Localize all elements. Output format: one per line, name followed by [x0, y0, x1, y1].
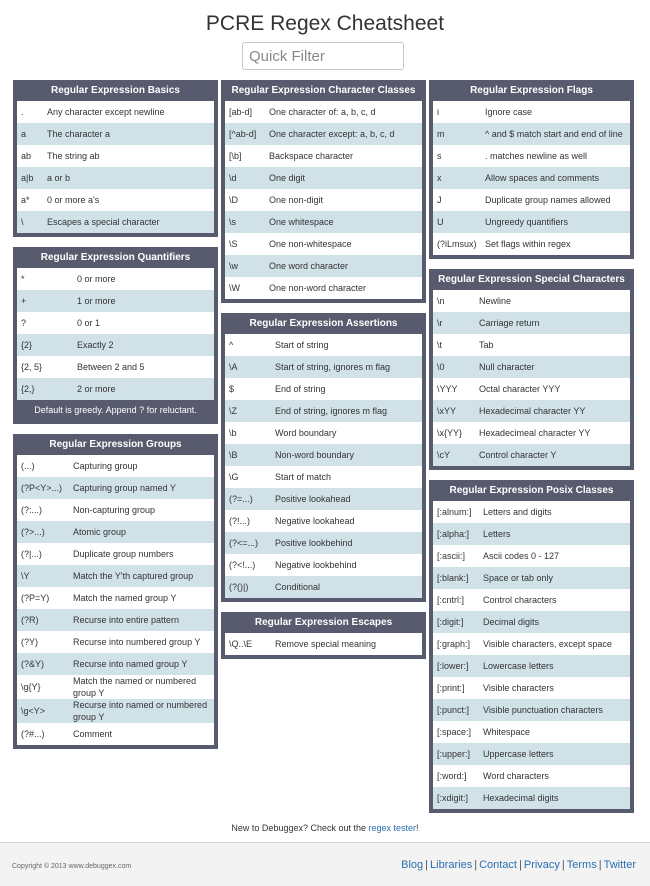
cheatsheet-row: [17, 455, 214, 477]
token-description: Carriage return: [479, 318, 540, 328]
token-description: Control characters: [483, 595, 557, 605]
cheatsheet-row: [17, 123, 214, 145]
token-description: End of string, ignores m flag: [275, 406, 388, 416]
panel-title: Regular Expression Assertions: [249, 318, 398, 329]
panel-rows: [433, 501, 630, 809]
regex-token: \t: [437, 340, 443, 350]
cheatsheet-row: [433, 444, 630, 466]
token-description: Visible characters, except space: [483, 639, 612, 649]
regex-token: *: [21, 274, 25, 284]
token-description: Lowercase letters: [483, 661, 554, 671]
token-description: Set flags within regex: [485, 239, 571, 249]
panel-rows: [225, 101, 422, 299]
token-description: The character a: [47, 129, 111, 139]
token-description: Octal character YYY: [479, 384, 561, 394]
cheatsheet-row: [225, 233, 422, 255]
token-description: Atomic group: [73, 527, 127, 537]
cheatsheet-row: [17, 268, 214, 290]
regex-token: \s: [229, 217, 237, 227]
regex-token: \B: [229, 450, 238, 460]
token-description: Word boundary: [275, 428, 337, 438]
regex-token: (?|...): [21, 549, 42, 559]
cheatsheet-row: [17, 334, 214, 356]
cheatsheet-row: [225, 422, 422, 444]
token-description: Whitespace: [483, 727, 531, 737]
regex-token: U: [437, 217, 444, 227]
regex-token: (?:...): [21, 505, 43, 515]
token-description: End of string: [275, 384, 326, 394]
regex-token: {2}: [21, 340, 33, 350]
token-description: One non-word character: [269, 283, 367, 293]
regex-token: $: [229, 384, 235, 394]
panel-rows: [225, 334, 422, 598]
token-description: Start of string: [275, 340, 329, 350]
token-description: Match the named or numbered group Y: [73, 676, 197, 698]
cheatsheet-row: [433, 655, 630, 677]
cheatsheet-row: [433, 765, 630, 787]
footer-link-contact[interactable]: Contact: [479, 859, 517, 871]
token-description: Positive lookahead: [275, 494, 351, 504]
regex-token: (?!...): [229, 516, 251, 526]
token-description: Hexadecimal digits: [483, 793, 559, 803]
column-3: [429, 80, 634, 823]
cheatsheet-row: [17, 101, 214, 123]
cheatsheet-row: [225, 123, 422, 145]
regex-token: [:print:]: [437, 683, 465, 693]
token-description: Tab: [479, 340, 494, 350]
cheatsheet-row: [225, 101, 422, 123]
regex-token: +: [21, 296, 27, 306]
column-1: [13, 80, 218, 759]
cheatsheet-row: [17, 211, 214, 233]
token-description: a or b: [47, 173, 71, 183]
regex-token: [ab-d]: [229, 107, 253, 117]
regex-token: [:space:]: [437, 727, 472, 737]
cheatsheet-row: [433, 189, 630, 211]
regex-token: \cY: [437, 450, 451, 460]
regex-token: a|b: [21, 173, 34, 183]
regex-token: \A: [229, 362, 238, 372]
cheatsheet-row: [225, 334, 422, 356]
token-description: One character of: a, b, c, d: [269, 107, 376, 117]
token-description: Decimal digits: [483, 617, 540, 627]
cheatsheet-row: [225, 488, 422, 510]
regex-token: (?R): [21, 615, 39, 625]
token-description: One whitespace: [269, 217, 334, 227]
column-2: [221, 80, 426, 669]
panel-title: Regular Expression Flags: [470, 85, 593, 96]
regex-token: \Q..\E: [229, 639, 253, 649]
regex-token: [:alpha:]: [437, 529, 470, 539]
regex-token: (?<!...): [229, 560, 256, 570]
quick-filter-input[interactable]: [242, 42, 404, 70]
cheatsheet-row: [225, 466, 422, 488]
token-description: Capturing group named Y: [73, 483, 176, 493]
token-description: Hexadecimeal character YY: [479, 428, 591, 438]
token-description: Capturing group: [73, 461, 138, 471]
regex-token: \G: [229, 472, 239, 482]
panel-rows: [433, 290, 630, 466]
cheatsheet-row: [433, 167, 630, 189]
cheatsheet-row: [225, 255, 422, 277]
token-description: Escapes a special character: [47, 217, 160, 227]
cheatsheet-row: [433, 378, 630, 400]
regex-token: (?>...): [21, 527, 45, 537]
panel-note: Default is greedy. Append ? for reluctant.: [34, 405, 197, 415]
panel-title: Regular Expression Posix Classes: [449, 485, 614, 496]
regex-token: \x{YY}: [437, 428, 463, 438]
cheatsheet-row: [433, 501, 630, 523]
token-description: Negative lookbehind: [275, 560, 357, 570]
token-description: Start of string, ignores m flag: [275, 362, 391, 372]
cheatsheet-row: [433, 633, 630, 655]
cheatsheet-row: [433, 290, 630, 312]
footer-link-privacy[interactable]: Privacy: [523, 859, 560, 871]
cheatsheet-row: [225, 167, 422, 189]
token-description: One non-whitespace: [269, 239, 352, 249]
regex-token: \g<Y>: [21, 706, 46, 716]
cheatsheet-row: [433, 356, 630, 378]
regex-token: ab: [21, 151, 32, 161]
cheatsheet-row: [225, 444, 422, 466]
token-description: Ungreedy quantifiers: [485, 217, 569, 227]
regex-token: [\b]: [229, 151, 242, 161]
cheatsheet-row: [17, 609, 214, 631]
cheatsheet-row: [433, 699, 630, 721]
cheatsheet-row: [225, 554, 422, 576]
footer-link-libraries[interactable]: Libraries: [430, 859, 473, 871]
cheatsheet-panel: [221, 313, 426, 602]
token-description: Ascii codes 0 - 127: [483, 551, 560, 561]
cheatsheet-row: [433, 787, 630, 809]
regex-token: \0: [437, 362, 445, 372]
token-description: Recurse into named or numbered group Y: [73, 700, 208, 722]
cheatsheet-row: [17, 145, 214, 167]
regex-token: i: [437, 107, 439, 117]
cheatsheet-row: [433, 677, 630, 699]
panel-title: Regular Expression Basics: [51, 85, 180, 96]
cheatsheet-row: [17, 653, 214, 675]
token-description: Recurse into numbered group Y: [73, 637, 201, 647]
cheatsheet-row: [433, 211, 630, 233]
token-description: Letters: [483, 529, 511, 539]
cheatsheet-row: [225, 532, 422, 554]
regex-token: \xYY: [437, 406, 457, 416]
regex-token: (?&Y): [21, 659, 45, 669]
panel-rows: [17, 268, 214, 400]
token-description: Duplicate group names allowed: [485, 195, 611, 205]
token-description: One non-digit: [269, 195, 324, 205]
regex-token: [:alnum:]: [437, 507, 472, 517]
panel-title: Regular Expression Special Characters: [438, 274, 625, 285]
cheatsheet-row: [433, 422, 630, 444]
regex-tester-link[interactable]: regex tester: [368, 823, 417, 833]
cheatsheet-row: [17, 587, 214, 609]
panel-title: Regular Expression Quantifiers: [40, 252, 191, 263]
token-description: Non-word boundary: [275, 450, 355, 460]
token-description: ^ and $ match start and end of line: [485, 129, 623, 139]
cheatsheet-row: [225, 145, 422, 167]
cheatsheet-panel: [221, 80, 426, 303]
regex-token: \YYY: [437, 384, 458, 394]
regex-token: (?#...): [21, 729, 45, 739]
cheatsheet-row: [433, 567, 630, 589]
token-description: Any character except newline: [47, 107, 165, 117]
promo-line: [0, 823, 650, 833]
token-description: Backspace character: [269, 151, 354, 161]
cheatsheet-row: [433, 233, 630, 255]
cheatsheet-row: [17, 167, 214, 189]
regex-token: (...): [21, 461, 35, 471]
regex-token: (?=...): [229, 494, 253, 504]
panel-title: Regular Expression Groups: [49, 439, 182, 450]
token-description: Visible characters: [483, 683, 554, 693]
cheatsheet-row: [225, 510, 422, 532]
cheatsheet-panel: [13, 80, 218, 237]
cheatsheet-panel: [429, 80, 634, 259]
token-description: 0 or more a's: [47, 195, 100, 205]
cheatsheet-row: [17, 675, 214, 699]
cheatsheet-row: [17, 499, 214, 521]
token-description: Letters and digits: [483, 507, 552, 517]
regex-token: \w: [229, 261, 238, 271]
token-description: Exactly 2: [77, 340, 114, 350]
regex-token: \r: [437, 318, 443, 328]
regex-token: [:punct:]: [437, 705, 470, 715]
cheatsheet-row: [17, 312, 214, 334]
token-description: Null character: [479, 362, 535, 372]
regex-token: \D: [229, 195, 238, 205]
cheatsheet-row: [433, 312, 630, 334]
cheatsheet-row: [225, 400, 422, 422]
cheatsheet-row: [433, 123, 630, 145]
panel-rows: [433, 101, 630, 255]
cheatsheet-row: [433, 101, 630, 123]
copyright: Copyright © 2013 www.debuggex.com: [12, 863, 132, 870]
token-description: Ignore case: [485, 107, 533, 117]
footer-link-blog[interactable]: Blog: [401, 859, 424, 871]
regex-token: \d: [229, 173, 237, 183]
regex-token: (?()|): [229, 582, 249, 592]
token-description: 2 or more: [77, 384, 116, 394]
regex-token: {2,}: [21, 384, 35, 394]
token-description: 0 or 1: [77, 318, 101, 328]
regex-token: \: [21, 217, 24, 227]
token-description: One character except: a, b, c, d: [269, 129, 395, 139]
regex-token: [:upper:]: [437, 749, 471, 759]
token-description: Space or tab only: [483, 573, 554, 583]
cheatsheet-row: [225, 277, 422, 299]
cheatsheet-row: [225, 356, 422, 378]
cheatsheet-row: [433, 523, 630, 545]
token-description: Match the named group Y: [73, 593, 177, 603]
token-description: Comment: [73, 729, 113, 739]
token-description: 1 or more: [77, 296, 116, 306]
regex-token: \g{Y}: [21, 682, 41, 692]
cheatsheet-row: [433, 743, 630, 765]
regex-token: \Z: [229, 406, 237, 416]
token-description: One digit: [269, 173, 306, 183]
cheatsheet-row: [433, 334, 630, 356]
token-description: Newline: [479, 296, 512, 306]
token-description: Allow spaces and comments: [485, 173, 600, 183]
cheatsheet-row: [17, 699, 214, 723]
cheatsheet-row: [433, 589, 630, 611]
token-description: Conditional: [275, 582, 321, 592]
cheatsheet-row: [17, 723, 214, 745]
cheatsheet-row: [17, 543, 214, 565]
token-description: Between 2 and 5: [77, 362, 145, 372]
token-description: Positive lookbehind: [275, 538, 353, 548]
token-description: Recurse into named group Y: [73, 659, 188, 669]
token-description: Remove special meaning: [275, 639, 377, 649]
token-description: Recurse into entire pattern: [73, 615, 180, 625]
token-description: Uppercase letters: [483, 749, 554, 759]
footer-link-terms[interactable]: Terms: [566, 859, 597, 871]
cheatsheet-row: [17, 290, 214, 312]
regex-token: (?iLmsux): [437, 239, 477, 249]
cheatsheet-row: [17, 565, 214, 587]
regex-token: [^ab-d]: [229, 129, 257, 139]
regex-token: [:graph:]: [437, 639, 471, 649]
token-description: Start of match: [275, 472, 332, 482]
token-description: Match the Y'th captured group: [73, 571, 194, 581]
regex-token: s: [437, 151, 442, 161]
cheatsheet-row: [17, 477, 214, 499]
cheatsheet-panel: [429, 269, 634, 470]
token-description: Duplicate group numbers: [73, 549, 174, 559]
regex-token: [:ascii:]: [437, 551, 466, 561]
regex-token: \S: [229, 239, 238, 249]
cheatsheet-row: [433, 400, 630, 422]
footer: [0, 842, 650, 886]
regex-token: (?<=...): [229, 538, 259, 548]
regex-token: [:word:]: [437, 771, 467, 781]
panel-title: Regular Expression Character Classes: [231, 85, 416, 96]
token-description: Control character Y: [479, 450, 557, 460]
regex-token: \Y: [21, 571, 30, 581]
cheatsheet-row: [225, 378, 422, 400]
regex-token: {2, 5}: [21, 362, 43, 372]
cheatsheet-row: [433, 545, 630, 567]
cheatsheet-row: [433, 721, 630, 743]
regex-token: (?Y): [21, 637, 39, 647]
regex-token: a: [21, 129, 27, 139]
panel-rows: [17, 101, 214, 233]
cheatsheet-row: [433, 611, 630, 633]
token-description: 0 or more: [77, 274, 116, 284]
cheatsheet-row: [225, 189, 422, 211]
regex-token: [:xdigit:]: [437, 793, 469, 803]
regex-token: m: [437, 129, 445, 139]
regex-token: \n: [437, 296, 445, 306]
cheatsheet-panel: [429, 480, 634, 813]
cheatsheet-panel: [221, 612, 426, 659]
cheatsheet-row: [433, 145, 630, 167]
promo-suffix: !: [416, 823, 419, 833]
regex-token: [:cntrl:]: [437, 595, 465, 605]
cheatsheet-row: [17, 521, 214, 543]
regex-token: [:digit:]: [437, 617, 464, 627]
cheatsheet-row: [225, 633, 422, 655]
regex-token: J: [437, 195, 442, 205]
regex-token: ^: [229, 340, 234, 350]
cheatsheet-row: [17, 189, 214, 211]
token-description: Hexadecimal character YY: [479, 406, 586, 416]
panel-title: Regular Expression Escapes: [254, 617, 393, 628]
panel-rows: [225, 633, 422, 655]
token-description: Non-capturing group: [73, 505, 156, 515]
cheatsheet-row: [17, 631, 214, 653]
token-description: Word characters: [483, 771, 549, 781]
token-description: The string ab: [47, 151, 100, 161]
promo-prefix: New to Debuggex? Check out the: [231, 823, 369, 833]
regex-token: .: [21, 107, 24, 117]
token-description: . matches newline as well: [485, 151, 588, 161]
regex-token: a*: [21, 195, 30, 205]
cheatsheet-row: [225, 576, 422, 598]
regex-token: (?P=Y): [21, 593, 50, 603]
regex-token: [:blank:]: [437, 573, 469, 583]
footer-links: Blog | Libraries | Contact | Privacy | Terms | Twitter: [401, 859, 636, 871]
cheatsheet-row: [17, 356, 214, 378]
cheatsheet-panel: [13, 247, 218, 424]
cheatsheet-row: [17, 378, 214, 400]
regex-token: \b: [229, 428, 237, 438]
regex-token: (?P<Y>...): [21, 483, 63, 493]
cheatsheet-row: [225, 211, 422, 233]
page-title: PCRE Regex Cheatsheet: [205, 12, 445, 35]
token-description: Negative lookahead: [275, 516, 355, 526]
panel-rows: [17, 455, 214, 745]
regex-token: ?: [21, 318, 27, 328]
token-description: Visible punctuation characters: [483, 705, 603, 715]
token-description: One word character: [269, 261, 349, 271]
regex-token: [:lower:]: [437, 661, 469, 671]
regex-token: x: [437, 173, 442, 183]
regex-token: \W: [229, 283, 240, 293]
footer-link-twitter[interactable]: Twitter: [603, 859, 636, 871]
cheatsheet-panel: [13, 434, 218, 749]
